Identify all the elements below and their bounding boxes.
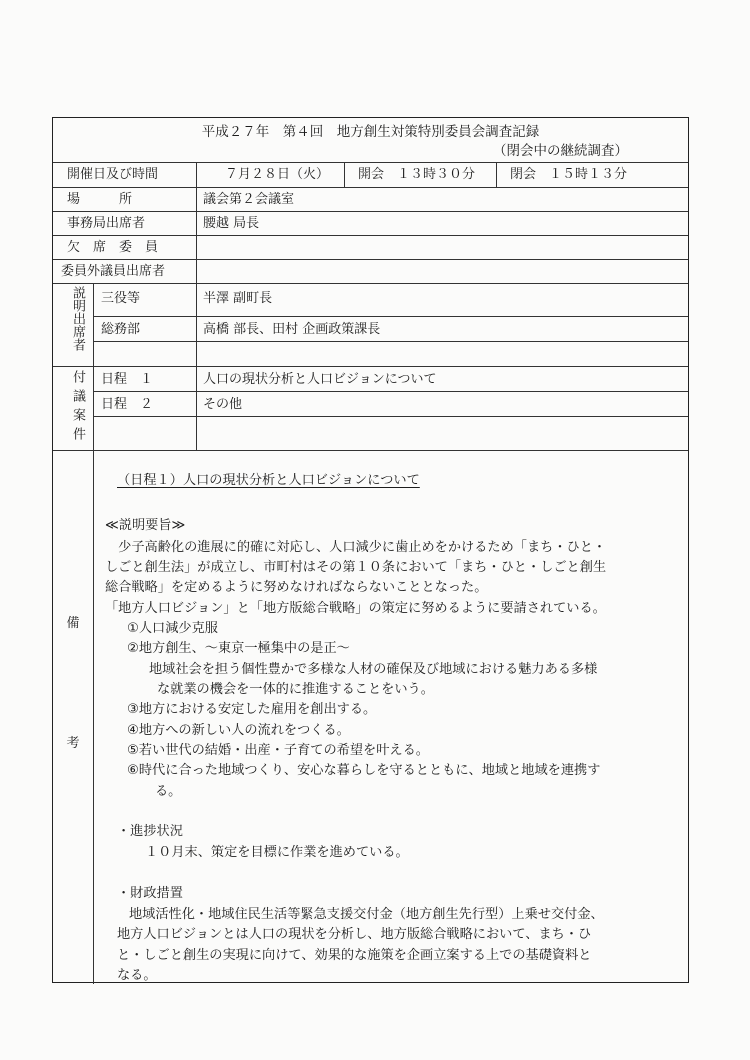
summary-line: しごと創生法」が成立し、市町村はその第１０条において「まち・ひと・しごと創生 <box>105 560 607 575</box>
row-divider <box>53 283 688 284</box>
meeting-date: ７月２８日（火） <box>225 167 330 182</box>
agenda-label: 付議案件 <box>70 370 85 446</box>
list-item: ⑥時代に合った地域つくり、安心な暮らしを守るとともに、地域と地域を連携す <box>127 763 601 778</box>
list-item: ④地方への新しい人の流れをつくる。 <box>127 723 350 738</box>
list-item: な就業の機会を一体的に推進することをいう。 <box>157 682 434 697</box>
list-item: ⑤若い世代の結婚・出産・子育ての希望を叶える。 <box>127 743 429 758</box>
row-divider <box>53 162 688 163</box>
agenda-number: 日程 １ <box>101 372 154 387</box>
list-item: る。 <box>155 784 182 799</box>
document-title: 平成２７年 第４回 地方創生対策特別委員会調査記録 <box>201 124 540 140</box>
row-divider <box>93 341 688 342</box>
finance-line: と・しごと創生の実現に向けて、効果的な施策を企画立案する上での基礎資料と <box>117 948 592 963</box>
finance-line: なる。 <box>117 968 157 983</box>
attendee-names: 高橋 部長、田村 企画政策課長 <box>203 322 381 337</box>
record-sheet <box>52 117 689 983</box>
summary-line: 総合戦略」を定めるように努めなければならないこととなった。 <box>105 580 488 595</box>
row-divider <box>53 211 688 212</box>
col-divider <box>93 283 94 450</box>
row-divider <box>53 187 688 188</box>
list-item: ③地方における安定した雇用を創出する。 <box>127 702 377 717</box>
attendee-group: 三役等 <box>101 291 141 306</box>
row-divider <box>53 235 688 236</box>
row-divider <box>93 391 688 392</box>
col-divider <box>196 283 197 450</box>
summary-line: 「地方人口ビジョン」と「地方版総合戦略」の策定に努めるように要請されている。 <box>105 601 606 616</box>
open-time: 開会 １３時３０分 <box>358 167 476 182</box>
row-divider <box>53 259 688 260</box>
document-subtitle: （閉会中の継続調査） <box>493 143 628 159</box>
progress-heading: ・進捗状況 <box>117 824 183 839</box>
finance-line: 地方人口ビジョンとは人口の現状を分析し、地方版総合戦略において、まち・ひ <box>117 927 592 942</box>
col-divider <box>196 162 197 283</box>
other-members-label: 委員外議員出席者 <box>61 264 166 279</box>
progress-text: １０月末、策定を目標に作業を進めている。 <box>145 845 409 860</box>
row-divider <box>53 450 688 451</box>
finance-heading: ・財政措置 <box>117 886 183 901</box>
list-item: ①人口減少克服 <box>127 621 218 636</box>
place-value: 議会第２会議室 <box>203 192 295 207</box>
secretariat-value: 腰越 局長 <box>203 216 260 231</box>
absent-label: 欠 席 委 員 <box>67 240 159 255</box>
secretariat-label: 事務局出席者 <box>67 216 146 231</box>
list-item: ②地方創生、～東京一極集中の是正～ <box>127 641 350 656</box>
remarks-label-bottom: 考 <box>66 736 80 751</box>
attendees-label: 説明出席者 <box>70 286 85 351</box>
place-label: 場 所 <box>67 192 133 207</box>
col-divider <box>93 450 94 984</box>
attendee-names: 半澤 副町長 <box>203 291 273 306</box>
remarks-label-top: 備 <box>66 616 80 631</box>
close-time: 閉会 １５時１３分 <box>510 167 628 182</box>
datetime-label: 開催日及び時間 <box>67 167 159 182</box>
agenda-item: その他 <box>203 397 243 412</box>
agenda-number: 日程 ２ <box>101 397 154 412</box>
row-divider <box>93 416 688 417</box>
col-divider <box>496 162 497 187</box>
agenda-item: 人口の現状分析と人口ビジョンについて <box>203 372 437 387</box>
col-divider <box>344 162 345 187</box>
list-item: 地域社会を担う個性豊かで多様な人材の確保及び地域における魅力ある多様 <box>149 662 598 677</box>
remarks-heading: （日程１）人口の現状分析と人口ビジョンについて <box>117 473 420 488</box>
finance-line: 地域活性化・地域住民生活等緊急支援交付金（地方創生先行型）上乗せ交付金、 <box>129 907 604 922</box>
attendee-group: 総務部 <box>101 322 141 337</box>
summary-line: 少子高齢化の進展に的確に対応し、人口減少に歯止めをかけるため「まち・ひと・ <box>105 540 607 555</box>
row-divider <box>93 316 688 317</box>
row-divider <box>53 366 688 367</box>
summary-heading: ≪説明要旨≫ <box>105 518 186 533</box>
